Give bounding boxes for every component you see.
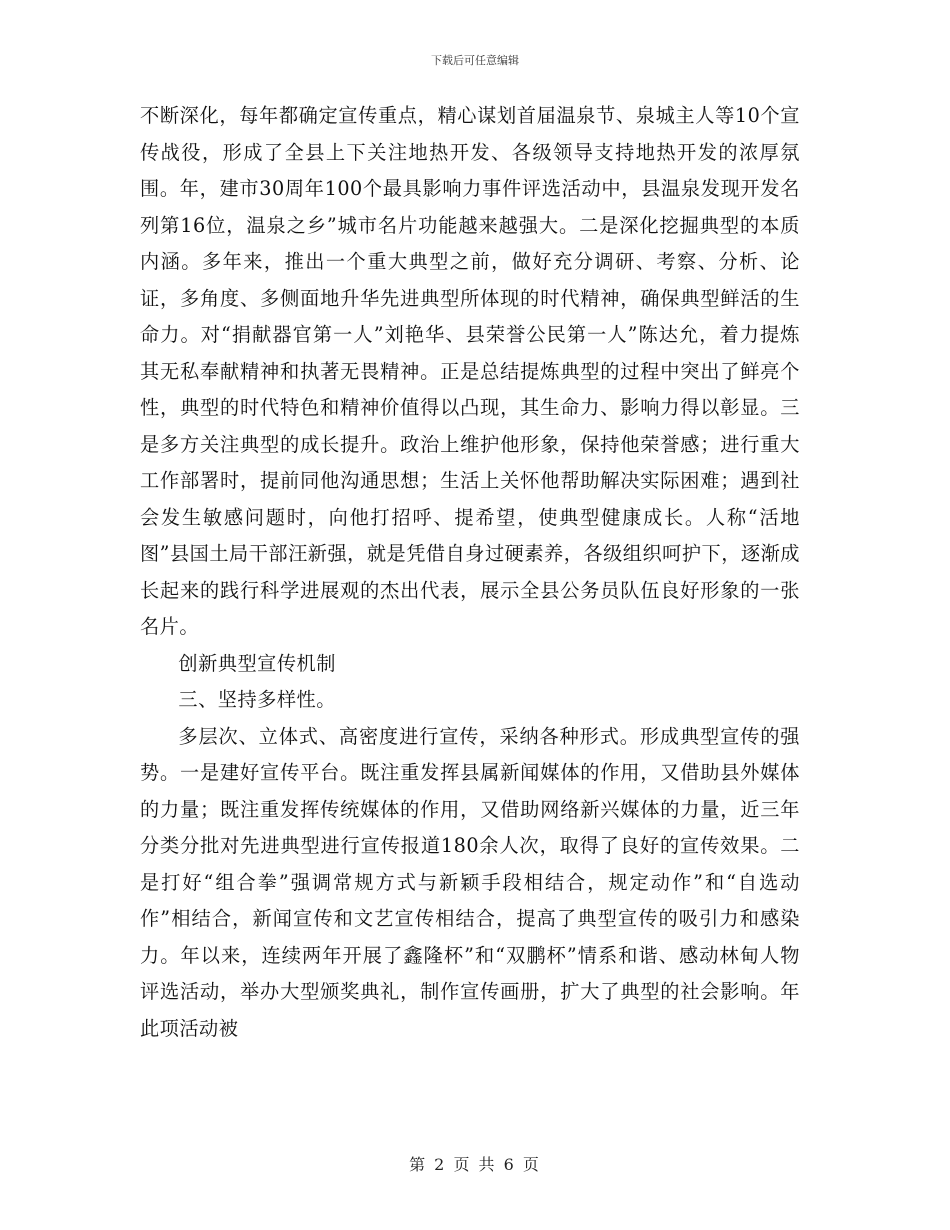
section-heading-diversity: 三、坚持多样性。 xyxy=(178,688,336,711)
page-number-footer: 第 2 页 共 6 页 xyxy=(409,1155,541,1174)
body-paragraph-1: 不断深化，每年都确定宣传重点，精心谋划首届温泉节、泉城主人等10个宣传战役，形成了全县上下关注地热开发、各级领导支持地热开发的浓厚氛围。年，建市30周年100个最具影响力事件评选活动中，县温泉发现开发名列第16位，温泉之乡”城市名片功能越来越强大。二是深化挖掘典型的本质内涵。多年来，推出一个重大典型之前，做好充分调研、考察、分析、论证，多角度、多侧面地升华先进典型所体现的时代精神，确保典型鲜活的生命力。对“捐献器官第一人”刘艳华、县荣誉公民第一人”陈达允，着力提炼其无私奉献精神和执著无畏精神。正是总结提炼典型的过程中突出了鲜亮个性，典型的时代特色和精神价值得以凸现，其生命力、影响力得以彰显。三是多方关注典型的成长提升。政治上维护他形象，保持他荣誉感；进行重大工作部署时，提前同他沟通思想；生活上关怀他帮助解决实际困难；遇到社会发生敏感问题时，向他打招呼、提希望，使典型健康成长。人称“活地图”县国土局干部汪新强，就是凭借自身过硬素养，各级组织呵护下，逐渐成长起来的践行科学进展观的杰出代表，展示全县公务员队伍良好形象的一张名片。 xyxy=(140,104,800,638)
section-heading-mechanism: 创新典型宣传机制 xyxy=(178,651,336,675)
body-paragraph-2: 多层次、立体式、高密度进行宣传，采纳各种形式。形成典型宣传的强势。一是建好宣传平台。既注重发挥县属新闻媒体的作用，又借助县外媒体的力量；既注重发挥传统媒体的作用，又借助网络新兴媒体的力量，近三年分类分批对先进典型进行宣传报道180余人次，取得了良好的宣传效果。二是打好“组合拳”强调常规方式与新颖手段相结合，规定动作”和“自选动作”相结合，新闻宣传和文艺宣传相结合，提高了典型宣传的吸引力和感染力。年以来，连续两年开展了鑫隆杯”和“双鹏杯”情系和谐、感动林甸人物评选活动，举办大型颁奖典礼，制作宣传画册，扩大了典型的社会影响。年此项活动被 xyxy=(140,724,800,1040)
page-header-note: 下载后可任意编辑 xyxy=(431,54,519,67)
document-body xyxy=(140,98,800,1047)
